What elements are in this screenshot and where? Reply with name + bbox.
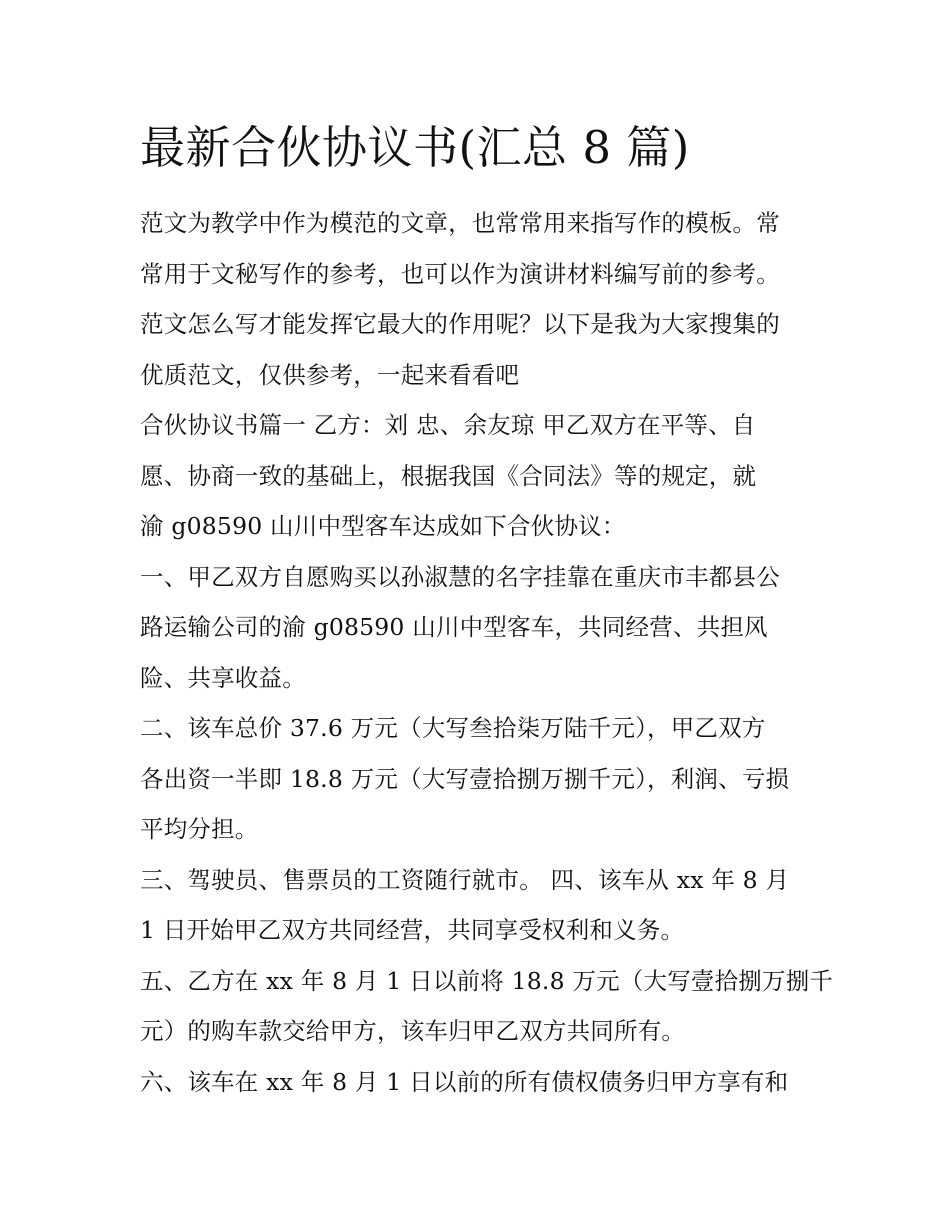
paragraph-line: 优质范文，仅供参考，一起来看看吧 xyxy=(140,360,520,389)
paragraph-line: 平均分担。 xyxy=(140,815,259,843)
paragraph-line: 一、甲乙双方自愿购买以孙淑慧的名字挂靠在重庆市丰都县公 xyxy=(140,562,780,591)
paragraph-line: 二、该车总价 37.6 万元（大写叁拾柒万陆千元），甲乙双方 xyxy=(140,714,766,742)
paragraph-line: 合伙协议书篇一 乙方：刘 忠、余友琼 甲乙双方在平等、自 xyxy=(140,411,756,439)
paragraph-line: 各出资一半即 18.8 万元（大写壹拾捌万捌千元），利润、亏损 xyxy=(140,764,790,793)
paragraph-line: 三、驾驶员、售票员的工资随行就市。 四、该车从 xx 年 8 月 xyxy=(140,865,790,894)
paragraph-line: 愿、协商一致的基础上，根据我国《合同法》等的规定，就 xyxy=(140,461,757,490)
paragraph-line: 范文为教学中作为模范的文章，也常常用来指写作的模板。常 xyxy=(140,209,780,237)
paragraph-line: 险、共享收益。 xyxy=(140,663,306,692)
paragraph-line: 1 日开始甲乙双方共同经营，共同享受权利和义务。 xyxy=(140,916,685,944)
paragraph-line: 渝 g08590 山川中型客车达成如下合伙协议： xyxy=(140,512,626,540)
paragraph-line: 五、乙方在 xx 年 8 月 1 日以前将 18.8 万元（大写壹拾捌万捌千 xyxy=(140,966,834,995)
paragraph-line: 范文怎么写才能发挥它最大的作用呢？以下是我为大家搜集的 xyxy=(140,310,780,338)
paragraph-line: 常用于文秘写作的参考，也可以作为演讲材料编写前的参考。 xyxy=(140,259,780,288)
document-body xyxy=(140,198,834,1107)
document-title: 最新合伙协议书(汇总 8 篇) xyxy=(140,121,690,174)
paragraph-line: 路运输公司的渝 g08590 山川中型客车，共同经营、共担风 xyxy=(140,613,768,641)
paragraph-line: 六、该车在 xx 年 8 月 1 日以前的所有债权债务归甲方享有和 xyxy=(140,1067,789,1096)
paragraph-line: 元）的购车款交给甲方，该车归甲乙双方共同所有。 xyxy=(140,1017,686,1045)
